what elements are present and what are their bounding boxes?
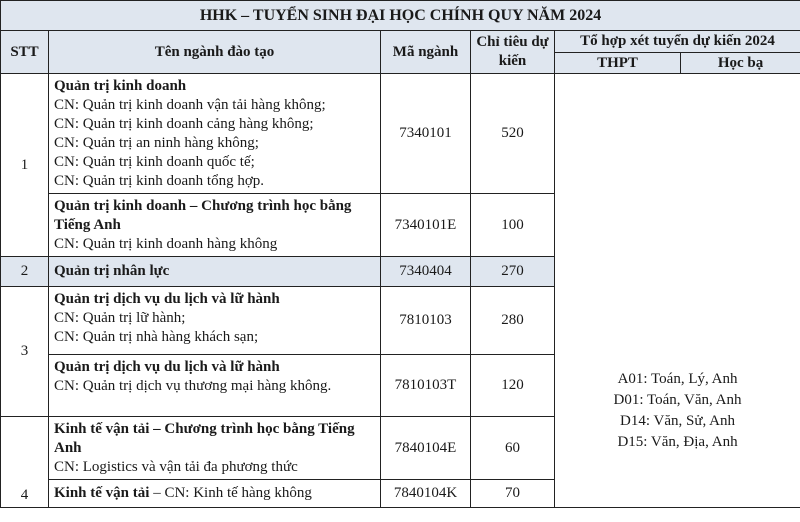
title-row <box>1 1 800 31</box>
header-thpt: THPT <box>555 53 681 74</box>
table-title: HHK – TUYỂN SINH ĐẠI HỌC CHÍNH QUY NĂM 2024 <box>1 1 800 31</box>
program-spec: CN: Quản trị dịch vụ thương mại hàng không. <box>54 378 332 394</box>
program-cell <box>49 480 381 508</box>
program-name: Kinh tế vận tải – Chương trình học bằng Tiếng Anh <box>54 421 355 456</box>
combo-item: D14: Văn, Sử, Anh <box>620 412 735 429</box>
code-cell: 7340101 <box>381 74 471 194</box>
code-cell: 7810103T <box>381 355 471 417</box>
header-combo-group: Tổ hợp xét tuyển dự kiến 2024 <box>555 31 800 53</box>
quota-cell: 100 <box>471 194 555 257</box>
stt-cell: 2 <box>1 257 49 287</box>
quota-cell: 270 <box>471 257 555 287</box>
code-cell: 7810103 <box>381 287 471 355</box>
combo-item: A01: Toán, Lý, Anh <box>617 370 738 387</box>
program-name: Quản trị dịch vụ du lịch và lữ hành <box>54 291 280 307</box>
program-cell <box>49 257 381 287</box>
combo-cell <box>555 74 800 508</box>
header-code: Mã ngành <box>381 31 471 74</box>
program-spec: – CN: Kinh tế hàng không <box>149 485 312 501</box>
program-cell <box>49 355 381 417</box>
program-spec: CN: Quản trị kinh doanh hàng không <box>54 236 278 252</box>
program-cell <box>49 194 381 257</box>
program-spec: CN: Quản trị nhà hàng khách sạn; <box>54 329 259 345</box>
combo-item: D15: Văn, Địa, Anh <box>617 433 738 450</box>
program-spec: CN: Quản trị kinh doanh quốc tế; <box>54 154 255 170</box>
program-spec: CN: Logistics và vận tải đa phương thức <box>54 459 298 475</box>
program-spec: CN: Quản trị lữ hành; <box>54 310 186 326</box>
quota-cell: 280 <box>471 287 555 355</box>
header-stt: STT <box>1 31 49 74</box>
stt-cell: 1 <box>1 74 49 257</box>
table-row <box>1 74 800 194</box>
header-program: Tên ngành đào tạo <box>49 31 381 74</box>
combo-item: D01: Toán, Văn, Anh <box>613 391 742 408</box>
stt-cell: 4 <box>1 417 49 508</box>
code-cell: 7840104K <box>381 480 471 508</box>
program-name: Quản trị kinh doanh – Chương trình học bằng Tiếng Anh <box>54 198 352 233</box>
program-name: Quản trị kinh doanh <box>54 78 187 94</box>
program-cell <box>49 417 381 480</box>
program-cell <box>49 287 381 355</box>
program-name: Kinh tế vận tải <box>54 485 150 501</box>
code-cell: 7340404 <box>381 257 471 287</box>
program-spec: CN: Quản trị kinh doanh vận tải hàng không; <box>54 97 326 113</box>
program-spec: CN: Quản trị kinh doanh tổng hợp. <box>54 173 264 189</box>
stt-cell: 3 <box>1 287 49 417</box>
quota-cell: 520 <box>471 74 555 194</box>
code-cell: 7840104E <box>381 417 471 480</box>
quota-cell: 120 <box>471 355 555 417</box>
program-cell <box>49 74 381 194</box>
header-quota: Chỉ tiêu dự kiến <box>471 31 555 74</box>
header-hocba: Học bạ <box>681 53 800 74</box>
program-spec: CN: Quản trị kinh doanh cảng hàng không; <box>54 116 314 132</box>
quota-cell: 60 <box>471 417 555 480</box>
program-name: Quản trị nhân lực <box>54 263 170 279</box>
program-spec: CN: Quản trị an ninh hàng không; <box>54 135 259 151</box>
code-cell: 7340101E <box>381 194 471 257</box>
header-row <box>1 31 800 53</box>
quota-cell: 70 <box>471 480 555 508</box>
program-name: Quản trị dịch vụ du lịch và lữ hành <box>54 359 280 375</box>
